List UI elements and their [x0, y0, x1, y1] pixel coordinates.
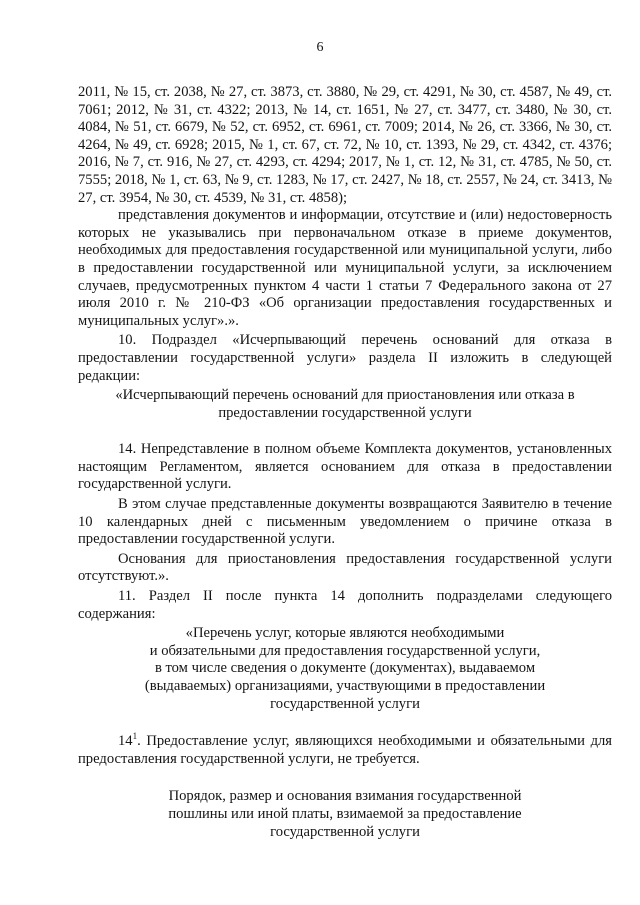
paragraph-point-10: 10. Подраздел «Исчерпывающий перечень оснований для отказа в предоставлении государственной услуги» раздела II изложить в следующей редакции:	[78, 332, 612, 384]
point-superscript: 1	[132, 731, 138, 742]
paragraph-point-14: 14. Непредставление в полном объеме Комплекта документов, установленных настоящим Регламентом, является основанием для отказа в предоставлении государственной услуги.	[78, 441, 612, 493]
subsection-heading-services	[78, 625, 612, 713]
heading-line: в том числе сведения о документе (документах), выдаваемом	[154, 660, 536, 677]
paragraph-point-11: 11. Раздел II после пункта 14 дополнить подразделами следующего содержания:	[78, 588, 612, 622]
heading-line: пошлины или иной платы, взимаемой за предоставление	[168, 805, 522, 822]
heading-line: Порядок, размер и основания взимания государственной	[168, 788, 522, 805]
paragraph-suspension-absent: Основания для приостановления предоставления государственной услуги отсутствуют.».	[78, 550, 612, 585]
heading-line: и обязательными для предоставления государственной услуги,	[149, 642, 541, 659]
subsection-heading-refusal	[78, 387, 612, 422]
page-number: 6	[316, 40, 324, 55]
paragraph-document-representation: представления документов и информации, отсутствие и (или) недостоверность которых не указывались при первоначальном отказе в приеме документов, необходимых для предоставления государственной или муниципальной услуги, либо в предоставлении государственной или муниципальной услуги, за исключением случаев, предусмотренных пунктом 4 части 1 статьи 7 Федерального закона от 27 июля 2010 г. № 210-ФЗ «Об организации предоставления государственных и муниципальных услуг».».	[78, 207, 612, 329]
citation-continuation: 2011, № 15, ст. 2038, № 27, ст. 3873, ст. 3880, № 29, ст. 4291, № 30, ст. 4587, № 49, ст. 7061; 2012, № 31, ст. 4322; 2013, № 14, ст. 1651, № 27, ст. 3477, ст. 3480, № 30, ст. 4084, № 51, ст. 6679, № 52, ст. 6952, ст. 6961, ст. 7009; 2014, № 26, ст. 3366, № 30, ст. 4264, № 49, ст. 6928; 2015, № 1, ст. 67, ст. 72, № 10, ст. 1393, № 29, ст. 4342, ст. 4376; 2016, № 7, ст. 916, № 27, ст. 4293, ст. 4294; 2017, № 1, ст. 12, № 31, ст. 4785, № 50, ст. 7555; 2018, № 1, ст. 63, № 9, ст. 1283, № 17, ст. 2427, № 18, ст. 2557, № 24, ст. 3413, № 27, ст. 3954, № 30, ст. 4539, № 31, ст. 4858);	[78, 84, 612, 206]
heading-line: предоставлении государственной услуги	[218, 404, 472, 421]
document-body	[78, 84, 612, 841]
subsection-heading-fee	[78, 788, 612, 841]
heading-line: государственной услуги	[270, 695, 420, 712]
heading-line: (выдаваемых) организациями, участвующими в предоставлении	[144, 678, 546, 694]
point-text: . Предоставление услуг, являющихся необходимыми и обязательными для предоставления государственной услуги, не требуется.	[78, 733, 612, 767]
heading-line: государственной услуги	[270, 823, 420, 840]
heading-line: «Исчерпывающий перечень оснований для приостановления или отказа в	[115, 387, 575, 404]
paragraph-point-14-1	[78, 733, 612, 768]
heading-line: «Перечень услуг, которые являются необходимыми	[185, 625, 505, 642]
point-number: 14	[118, 733, 133, 750]
paragraph-return-documents: В этом случае представленные документы возвращаются Заявителю в течение 10 календарных дней с письменным уведомлением о причине отказа в предоставлении государственной услуги.	[78, 496, 612, 548]
